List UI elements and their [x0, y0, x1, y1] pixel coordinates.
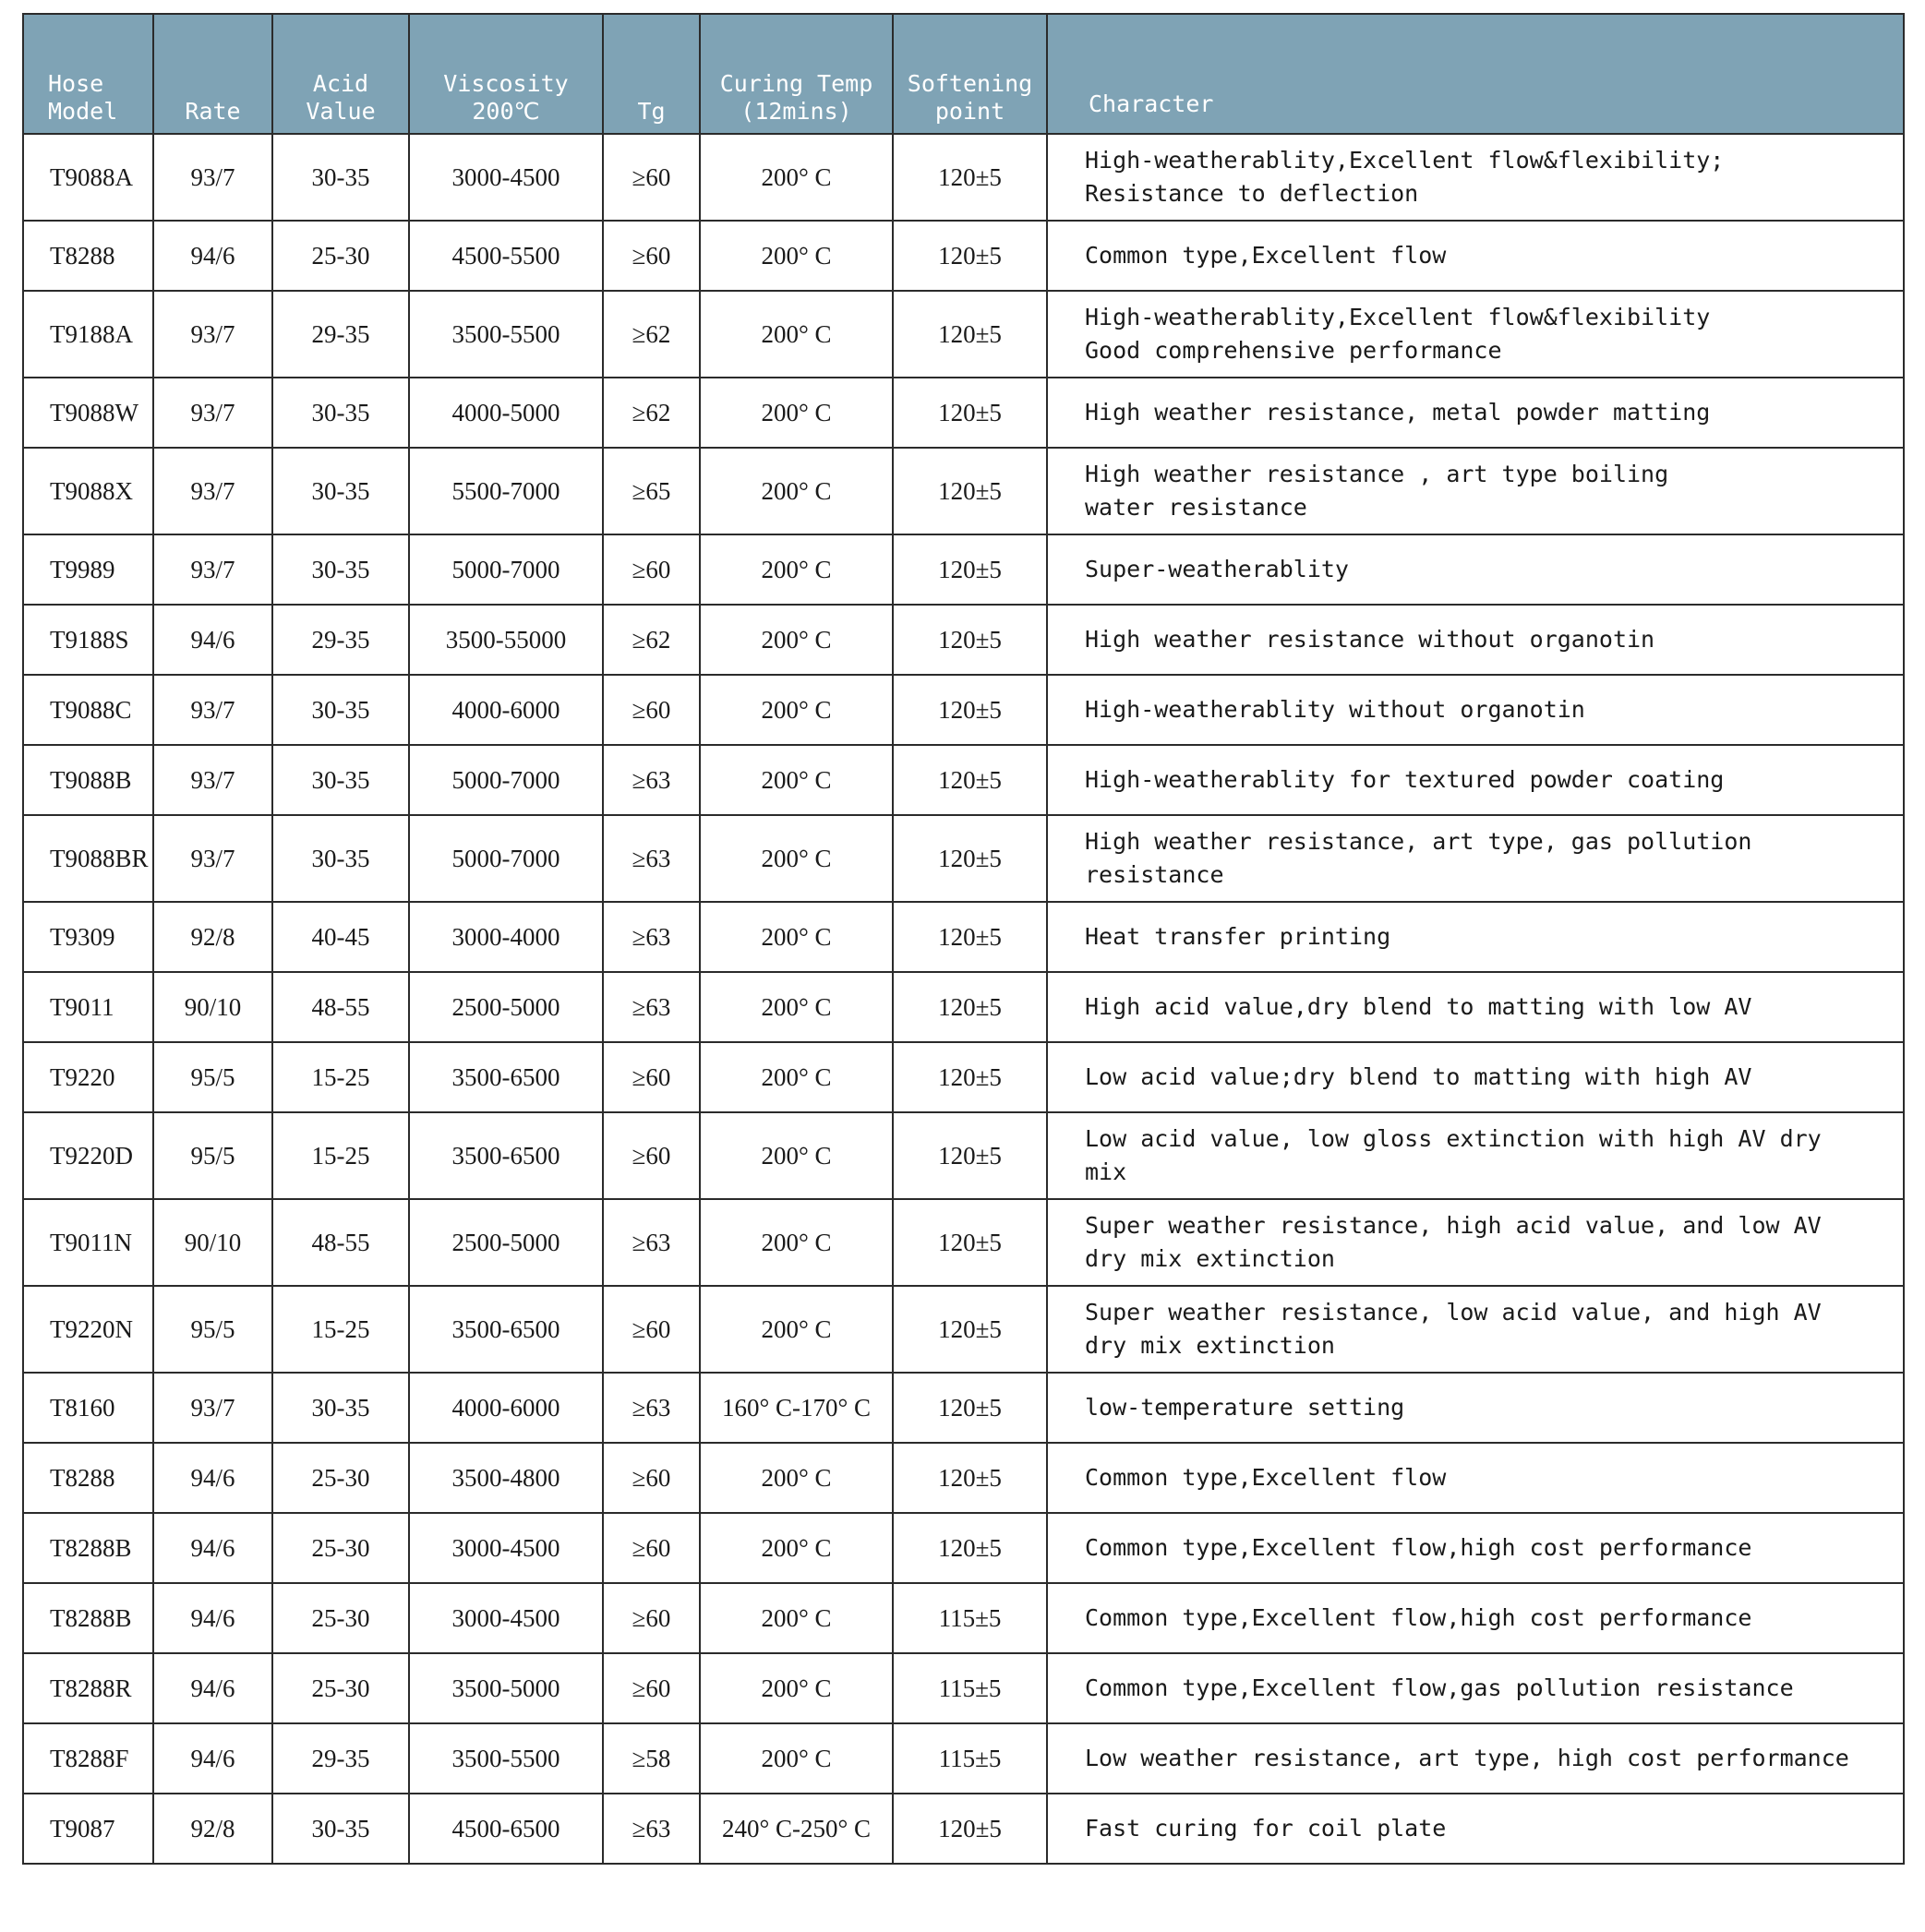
cell-tg: ≥60	[603, 1653, 700, 1723]
cell-hose-model: T9309	[23, 902, 153, 972]
cell-softening-point: 120±5	[893, 1112, 1047, 1199]
character-line: resistance	[1085, 861, 1224, 888]
cell-character	[1047, 972, 1904, 1042]
cell-tg: ≥63	[603, 745, 700, 815]
cell-curing-temp: 200° C	[700, 534, 893, 605]
table-row	[23, 1794, 1904, 1864]
cell-rate: 94/6	[153, 1653, 272, 1723]
cell-curing-temp: 200° C	[700, 605, 893, 675]
cell-softening-point: 120±5	[893, 1286, 1047, 1373]
cell-acid-value: 30-35	[272, 745, 409, 815]
cell-viscosity: 3500-6500	[409, 1042, 603, 1112]
cell-character	[1047, 1286, 1904, 1373]
cell-curing-temp: 200° C	[700, 221, 893, 291]
cell-hose-model: T9087	[23, 1794, 153, 1864]
table-row	[23, 675, 1904, 745]
cell-rate: 93/7	[153, 675, 272, 745]
cell-hose-model: T9188S	[23, 605, 153, 675]
cell-viscosity: 4000-5000	[409, 378, 603, 448]
cell-curing-temp: 200° C	[700, 1653, 893, 1723]
cell-rate: 95/5	[153, 1286, 272, 1373]
character-line: High weather resistance, art type, gas pollution	[1085, 828, 1752, 855]
cell-viscosity: 3000-4500	[409, 134, 603, 221]
header-hose-model: Hose Model	[23, 14, 153, 134]
character-line: Good comprehensive performance	[1085, 337, 1502, 364]
cell-hose-model: T9989	[23, 534, 153, 605]
table-row	[23, 1042, 1904, 1112]
cell-rate: 94/6	[153, 1513, 272, 1583]
cell-hose-model: T8288	[23, 221, 153, 291]
cell-viscosity: 3500-6500	[409, 1286, 603, 1373]
cell-acid-value: 30-35	[272, 1373, 409, 1443]
cell-softening-point: 120±5	[893, 745, 1047, 815]
cell-viscosity: 3500-55000	[409, 605, 603, 675]
cell-viscosity: 3000-4500	[409, 1583, 603, 1653]
table-row	[23, 448, 1904, 534]
cell-tg: ≥62	[603, 378, 700, 448]
cell-rate: 94/6	[153, 221, 272, 291]
cell-acid-value: 29-35	[272, 605, 409, 675]
character-line: Common type,Excellent flow,high cost performance	[1085, 1534, 1752, 1561]
cell-acid-value: 30-35	[272, 448, 409, 534]
cell-viscosity: 3500-5000	[409, 1653, 603, 1723]
cell-curing-temp: 200° C	[700, 1443, 893, 1513]
cell-viscosity: 4500-6500	[409, 1794, 603, 1864]
cell-character	[1047, 534, 1904, 605]
cell-character	[1047, 1042, 1904, 1112]
cell-rate: 94/6	[153, 1583, 272, 1653]
cell-hose-model: T9220D	[23, 1112, 153, 1199]
character-line: High-weatherablity,Excellent flow&flexibility;	[1085, 147, 1725, 174]
header-curing-temp: Curing Temp (12mins)	[700, 14, 893, 134]
cell-curing-temp: 240° C-250° C	[700, 1794, 893, 1864]
cell-tg: ≥63	[603, 972, 700, 1042]
cell-hose-model: T9088C	[23, 675, 153, 745]
character-line: Super-weatherablity	[1085, 556, 1349, 582]
cell-character	[1047, 1723, 1904, 1794]
character-line: High acid value,dry blend to matting with low AV	[1085, 993, 1752, 1020]
character-line: Common type,Excellent flow	[1085, 242, 1447, 269]
cell-viscosity: 3500-4800	[409, 1443, 603, 1513]
cell-tg: ≥60	[603, 534, 700, 605]
cell-acid-value: 30-35	[272, 815, 409, 902]
cell-softening-point: 120±5	[893, 1443, 1047, 1513]
cell-softening-point: 120±5	[893, 291, 1047, 378]
cell-character	[1047, 291, 1904, 378]
character-line: High-weatherablity for textured powder coating	[1085, 766, 1725, 793]
cell-rate: 93/7	[153, 1373, 272, 1443]
cell-curing-temp: 200° C	[700, 1513, 893, 1583]
cell-viscosity: 2500-5000	[409, 972, 603, 1042]
cell-tg: ≥65	[603, 448, 700, 534]
cell-acid-value: 30-35	[272, 534, 409, 605]
cell-hose-model: T9220N	[23, 1286, 153, 1373]
cell-tg: ≥62	[603, 291, 700, 378]
cell-viscosity: 3500-5500	[409, 1723, 603, 1794]
table-row	[23, 1199, 1904, 1286]
cell-softening-point: 115±5	[893, 1583, 1047, 1653]
cell-character	[1047, 378, 1904, 448]
cell-character	[1047, 1443, 1904, 1513]
cell-character	[1047, 1513, 1904, 1583]
cell-rate: 93/7	[153, 815, 272, 902]
cell-tg: ≥60	[603, 1286, 700, 1373]
header-softening-point: Softening point	[893, 14, 1047, 134]
table-row	[23, 291, 1904, 378]
table-row	[23, 902, 1904, 972]
cell-curing-temp: 200° C	[700, 1286, 893, 1373]
cell-character	[1047, 1653, 1904, 1723]
cell-softening-point: 120±5	[893, 221, 1047, 291]
table-header	[23, 14, 1904, 134]
character-line: Common type,Excellent flow,high cost performance	[1085, 1604, 1752, 1631]
character-line: Super weather resistance, low acid value, and high AV	[1085, 1299, 1822, 1326]
cell-curing-temp: 200° C	[700, 1199, 893, 1286]
header-rate: Rate	[153, 14, 272, 134]
cell-softening-point: 120±5	[893, 1513, 1047, 1583]
cell-softening-point: 120±5	[893, 605, 1047, 675]
character-line: High weather resistance without organotin	[1085, 626, 1655, 653]
cell-viscosity: 3500-6500	[409, 1112, 603, 1199]
cell-softening-point: 120±5	[893, 448, 1047, 534]
cell-rate: 95/5	[153, 1042, 272, 1112]
cell-character	[1047, 1199, 1904, 1286]
character-line: High weather resistance , art type boiling	[1085, 461, 1669, 487]
character-line: mix	[1085, 1158, 1127, 1185]
cell-tg: ≥60	[603, 1112, 700, 1199]
cell-softening-point: 120±5	[893, 1373, 1047, 1443]
cell-acid-value: 25-30	[272, 1443, 409, 1513]
cell-tg: ≥60	[603, 1042, 700, 1112]
cell-rate: 93/7	[153, 745, 272, 815]
cell-tg: ≥60	[603, 1513, 700, 1583]
cell-character	[1047, 675, 1904, 745]
table-row	[23, 1112, 1904, 1199]
cell-curing-temp: 200° C	[700, 1723, 893, 1794]
cell-viscosity: 5000-7000	[409, 815, 603, 902]
cell-softening-point: 120±5	[893, 378, 1047, 448]
cell-rate: 93/7	[153, 134, 272, 221]
cell-rate: 95/5	[153, 1112, 272, 1199]
cell-tg: ≥63	[603, 902, 700, 972]
cell-character	[1047, 1794, 1904, 1864]
cell-softening-point: 115±5	[893, 1653, 1047, 1723]
cell-acid-value: 29-35	[272, 1723, 409, 1794]
cell-viscosity: 4000-6000	[409, 675, 603, 745]
cell-tg: ≥63	[603, 815, 700, 902]
cell-curing-temp: 200° C	[700, 1583, 893, 1653]
table-row	[23, 605, 1904, 675]
cell-rate: 94/6	[153, 1443, 272, 1513]
header-character: Character	[1047, 14, 1904, 134]
table-row	[23, 134, 1904, 221]
cell-rate: 94/6	[153, 1723, 272, 1794]
table-row	[23, 534, 1904, 605]
cell-acid-value: 29-35	[272, 291, 409, 378]
cell-curing-temp: 160° C-170° C	[700, 1373, 893, 1443]
cell-acid-value: 40-45	[272, 902, 409, 972]
cell-tg: ≥62	[603, 605, 700, 675]
cell-character	[1047, 605, 1904, 675]
character-line: Resistance to deflection	[1085, 180, 1419, 207]
character-line: High weather resistance, metal powder matting	[1085, 399, 1711, 426]
cell-softening-point: 120±5	[893, 134, 1047, 221]
resin-spec-table	[22, 13, 1905, 1865]
table-row	[23, 1373, 1904, 1443]
character-line: water resistance	[1085, 494, 1307, 521]
cell-character	[1047, 1583, 1904, 1653]
cell-curing-temp: 200° C	[700, 745, 893, 815]
cell-rate: 90/10	[153, 972, 272, 1042]
cell-curing-temp: 200° C	[700, 448, 893, 534]
cell-character	[1047, 902, 1904, 972]
cell-character	[1047, 1112, 1904, 1199]
cell-softening-point: 120±5	[893, 1199, 1047, 1286]
table-row	[23, 1513, 1904, 1583]
cell-acid-value: 15-25	[272, 1042, 409, 1112]
cell-character	[1047, 448, 1904, 534]
table-row	[23, 815, 1904, 902]
cell-hose-model: T8288	[23, 1443, 153, 1513]
cell-acid-value: 25-30	[272, 221, 409, 291]
cell-softening-point: 120±5	[893, 972, 1047, 1042]
cell-rate: 93/7	[153, 291, 272, 378]
cell-acid-value: 30-35	[272, 675, 409, 745]
cell-rate: 93/7	[153, 448, 272, 534]
cell-curing-temp: 200° C	[700, 378, 893, 448]
cell-viscosity: 4500-5500	[409, 221, 603, 291]
cell-softening-point: 120±5	[893, 1794, 1047, 1864]
table-row	[23, 1723, 1904, 1794]
cell-rate: 92/8	[153, 1794, 272, 1864]
product-spec-sheet	[22, 13, 1903, 1865]
cell-tg: ≥60	[603, 221, 700, 291]
cell-hose-model: T9088BR	[23, 815, 153, 902]
character-line: low-temperature setting	[1085, 1394, 1405, 1421]
cell-acid-value: 30-35	[272, 134, 409, 221]
cell-rate: 93/7	[153, 378, 272, 448]
character-line: Low acid value;dry blend to matting with high AV	[1085, 1063, 1752, 1090]
cell-viscosity: 5500-7000	[409, 448, 603, 534]
header-row	[23, 14, 1904, 134]
cell-hose-model: T9220	[23, 1042, 153, 1112]
header-acid-value: Acid Value	[272, 14, 409, 134]
character-line: Fast curing for coil plate	[1085, 1815, 1447, 1842]
table-row	[23, 1286, 1904, 1373]
cell-viscosity: 3500-5500	[409, 291, 603, 378]
cell-character	[1047, 134, 1904, 221]
character-line: Low acid value, low gloss extinction with high AV dry	[1085, 1125, 1822, 1152]
cell-acid-value: 25-30	[272, 1583, 409, 1653]
table-row	[23, 378, 1904, 448]
cell-curing-temp: 200° C	[700, 902, 893, 972]
cell-acid-value: 48-55	[272, 1199, 409, 1286]
cell-hose-model: T8288B	[23, 1513, 153, 1583]
character-line: dry mix extinction	[1085, 1332, 1335, 1359]
cell-character	[1047, 745, 1904, 815]
table-row	[23, 1653, 1904, 1723]
cell-character	[1047, 1373, 1904, 1443]
cell-acid-value: 25-30	[272, 1653, 409, 1723]
cell-hose-model: T9011N	[23, 1199, 153, 1286]
table-row	[23, 1443, 1904, 1513]
cell-rate: 90/10	[153, 1199, 272, 1286]
cell-acid-value: 25-30	[272, 1513, 409, 1583]
cell-tg: ≥60	[603, 1583, 700, 1653]
table-body	[23, 134, 1904, 1864]
cell-viscosity: 4000-6000	[409, 1373, 603, 1443]
cell-hose-model: T9088B	[23, 745, 153, 815]
character-line: Low weather resistance, art type, high cost performance	[1085, 1745, 1849, 1771]
cell-viscosity: 5000-7000	[409, 745, 603, 815]
cell-hose-model: T9088A	[23, 134, 153, 221]
cell-tg: ≥63	[603, 1199, 700, 1286]
cell-hose-model: T8288F	[23, 1723, 153, 1794]
cell-softening-point: 120±5	[893, 815, 1047, 902]
table-row	[23, 221, 1904, 291]
table-row	[23, 1583, 1904, 1653]
cell-softening-point: 115±5	[893, 1723, 1047, 1794]
cell-acid-value: 48-55	[272, 972, 409, 1042]
cell-acid-value: 15-25	[272, 1112, 409, 1199]
cell-curing-temp: 200° C	[700, 1112, 893, 1199]
cell-hose-model: T8288R	[23, 1653, 153, 1723]
cell-acid-value: 15-25	[272, 1286, 409, 1373]
character-line: dry mix extinction	[1085, 1245, 1335, 1272]
character-line: Common type,Excellent flow,gas pollution resistance	[1085, 1674, 1794, 1701]
cell-hose-model: T9011	[23, 972, 153, 1042]
character-line: High-weatherablity without organotin	[1085, 696, 1585, 723]
cell-softening-point: 120±5	[893, 675, 1047, 745]
header-viscosity: Viscosity 200℃	[409, 14, 603, 134]
cell-acid-value: 30-35	[272, 1794, 409, 1864]
cell-curing-temp: 200° C	[700, 291, 893, 378]
cell-hose-model: T9088X	[23, 448, 153, 534]
cell-character	[1047, 815, 1904, 902]
cell-viscosity: 3000-4500	[409, 1513, 603, 1583]
cell-tg: ≥60	[603, 134, 700, 221]
cell-tg: ≥63	[603, 1373, 700, 1443]
cell-softening-point: 120±5	[893, 534, 1047, 605]
cell-curing-temp: 200° C	[700, 134, 893, 221]
cell-tg: ≥58	[603, 1723, 700, 1794]
cell-rate: 93/7	[153, 534, 272, 605]
cell-character	[1047, 221, 1904, 291]
character-line: Super weather resistance, high acid value, and low AV	[1085, 1212, 1822, 1239]
cell-tg: ≥63	[603, 1794, 700, 1864]
cell-hose-model: T9188A	[23, 291, 153, 378]
character-line: Heat transfer printing	[1085, 923, 1391, 950]
cell-curing-temp: 200° C	[700, 675, 893, 745]
table-row	[23, 745, 1904, 815]
cell-viscosity: 3000-4000	[409, 902, 603, 972]
cell-curing-temp: 200° C	[700, 815, 893, 902]
cell-softening-point: 120±5	[893, 1042, 1047, 1112]
cell-softening-point: 120±5	[893, 902, 1047, 972]
cell-rate: 94/6	[153, 605, 272, 675]
character-line: Common type,Excellent flow	[1085, 1464, 1447, 1491]
cell-rate: 92/8	[153, 902, 272, 972]
header-tg: Tg	[603, 14, 700, 134]
cell-hose-model: T9088W	[23, 378, 153, 448]
cell-hose-model: T8288B	[23, 1583, 153, 1653]
cell-hose-model: T8160	[23, 1373, 153, 1443]
cell-tg: ≥60	[603, 675, 700, 745]
cell-viscosity: 5000-7000	[409, 534, 603, 605]
table-row	[23, 972, 1904, 1042]
cell-tg: ≥60	[603, 1443, 700, 1513]
cell-viscosity: 2500-5000	[409, 1199, 603, 1286]
character-line: High-weatherablity,Excellent flow&flexibility	[1085, 304, 1711, 330]
cell-curing-temp: 200° C	[700, 972, 893, 1042]
cell-curing-temp: 200° C	[700, 1042, 893, 1112]
cell-acid-value: 30-35	[272, 378, 409, 448]
